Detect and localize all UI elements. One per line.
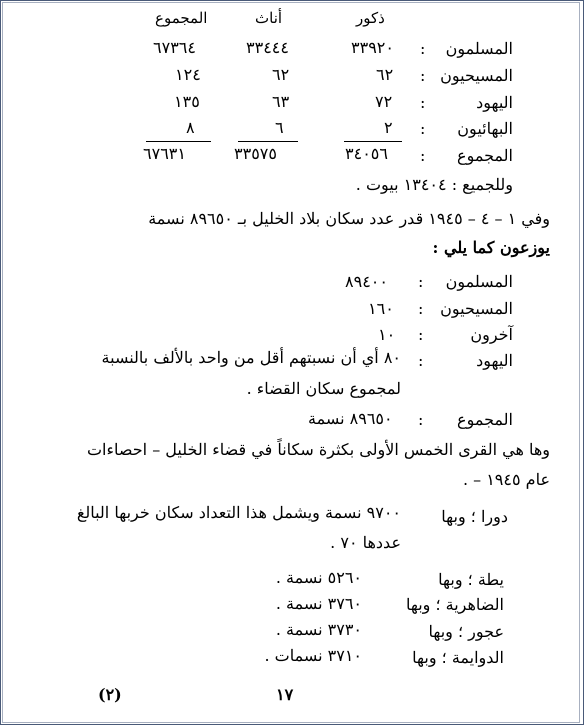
footnote-marker: (٢): [98, 685, 122, 704]
row-muslims-sep: :: [420, 39, 426, 58]
row-total-males: ٣٤٠٥٦: [345, 144, 388, 163]
sum-rule-males: [344, 141, 402, 142]
t2-others-sep: :: [418, 325, 424, 344]
row-jews-sep: :: [420, 93, 426, 112]
row-total-sep: :: [420, 146, 426, 165]
row-jews-total: ١٣٥: [174, 92, 200, 111]
row-christians-females: ٦٢: [272, 65, 290, 84]
row-bahais-males: ٢: [384, 118, 393, 137]
row-total-females: ٣٣٥٧٥: [234, 144, 277, 163]
village-dhahiriya-name: الضاهرية ؛ وبها: [405, 595, 504, 614]
t2-others-value: ١٠: [378, 325, 396, 344]
row-muslims-males: ٣٣٩٢٠: [351, 38, 394, 57]
page-number: ١٧: [276, 685, 294, 704]
village-dura-text: ٩٧٠٠ نسمة ويشمل هذا التعداد سكان خربها البالغ: [76, 503, 401, 522]
village-ajjur-text: ٣٧٣٠ نسمة .: [275, 620, 362, 639]
village-yatta-name: يطة ؛ وبها: [438, 570, 504, 589]
para1-line1: وفي ١ – ٤ – ١٩٤٥ قدر عدد سكان بلاد الخليل بـ ٨٩٦٥٠ نسمة: [148, 209, 550, 228]
village-yatta-text: ٥٢٦٠ نسمة .: [275, 568, 362, 587]
sum-rule-females: [238, 141, 298, 142]
row-jews-males: ٧٢: [375, 92, 393, 111]
t2-muslims-value: ٨٩٤٠٠: [345, 272, 388, 291]
row-christians-sep: :: [420, 66, 426, 85]
row-muslims-total: ٦٧٣٦٤: [153, 38, 196, 57]
row-bahais-females: ٦: [275, 118, 284, 137]
header-males: ذكور: [356, 9, 385, 27]
t2-jews-label: اليهود: [476, 351, 513, 370]
row-jews-label: اليهود: [476, 93, 513, 112]
sum-rule-total: [146, 141, 211, 142]
header-females: أناث: [255, 9, 283, 27]
village-dura-text2: عددها ٧٠ .: [330, 533, 401, 552]
village-dura-name: دورا ؛ وبها: [441, 507, 508, 526]
t2-total-value: ٨٩٦٥٠ نسمة: [308, 409, 393, 428]
header-total: المجموع: [155, 9, 208, 27]
t2-jews-note-line1: ٨٠ أي أن نسبتهم أقل من واحد بالألف بالنسبة: [101, 348, 401, 367]
t2-total-sep: :: [418, 410, 424, 429]
t2-muslims-label: المسلمون: [445, 272, 513, 291]
row-christians-label: المسيحيون: [440, 66, 513, 85]
row-bahais-total: ٨: [186, 118, 195, 137]
row-total-label: المجموع: [457, 146, 513, 165]
village-ajjur-name: عجور ؛ وبها: [428, 622, 504, 641]
para2-line1: وها هي القرى الخمس الأولى بكثرة سكاناً في قضاء الخليل – احصاءات: [86, 440, 550, 459]
t2-total-label: المجموع: [457, 410, 513, 429]
row-muslims-females: ٣٣٤٤٤: [246, 38, 289, 57]
row-total-total: ٦٧٦٣١: [143, 144, 186, 163]
t2-christians-label: المسيحيون: [440, 299, 513, 318]
row-jews-females: ٦٣: [272, 92, 290, 111]
village-dawayima-text: ٣٧١٠ نسمات .: [264, 646, 362, 665]
t2-others-label: آخرون: [470, 325, 513, 344]
row-bahais-label: البهائيون: [457, 119, 513, 138]
para1-line2: يوزعون كما يلي :: [432, 238, 550, 257]
t2-christians-sep: :: [418, 299, 424, 318]
t2-jews-note-line2: لمجموع سكان القضاء .: [246, 379, 401, 398]
t2-muslims-sep: :: [418, 272, 424, 291]
t2-christians-value: ١٦٠: [368, 299, 394, 318]
village-dawayima-name: الدوايمة ؛ وبها: [412, 648, 504, 667]
village-dhahiriya-text: ٣٧٦٠ نسمة .: [275, 594, 362, 613]
row-christians-total: ١٢٤: [175, 65, 201, 84]
row-muslims-label: المسلمون: [445, 39, 513, 58]
row-bahais-sep: :: [420, 119, 426, 138]
t2-jews-sep: :: [418, 351, 424, 370]
row-christians-males: ٦٢: [376, 65, 394, 84]
houses-line: وللجميع : ١٣٤٠٤ بيوت .: [355, 175, 513, 194]
para2-line2: عام ١٩٤٥ – .: [462, 470, 550, 489]
